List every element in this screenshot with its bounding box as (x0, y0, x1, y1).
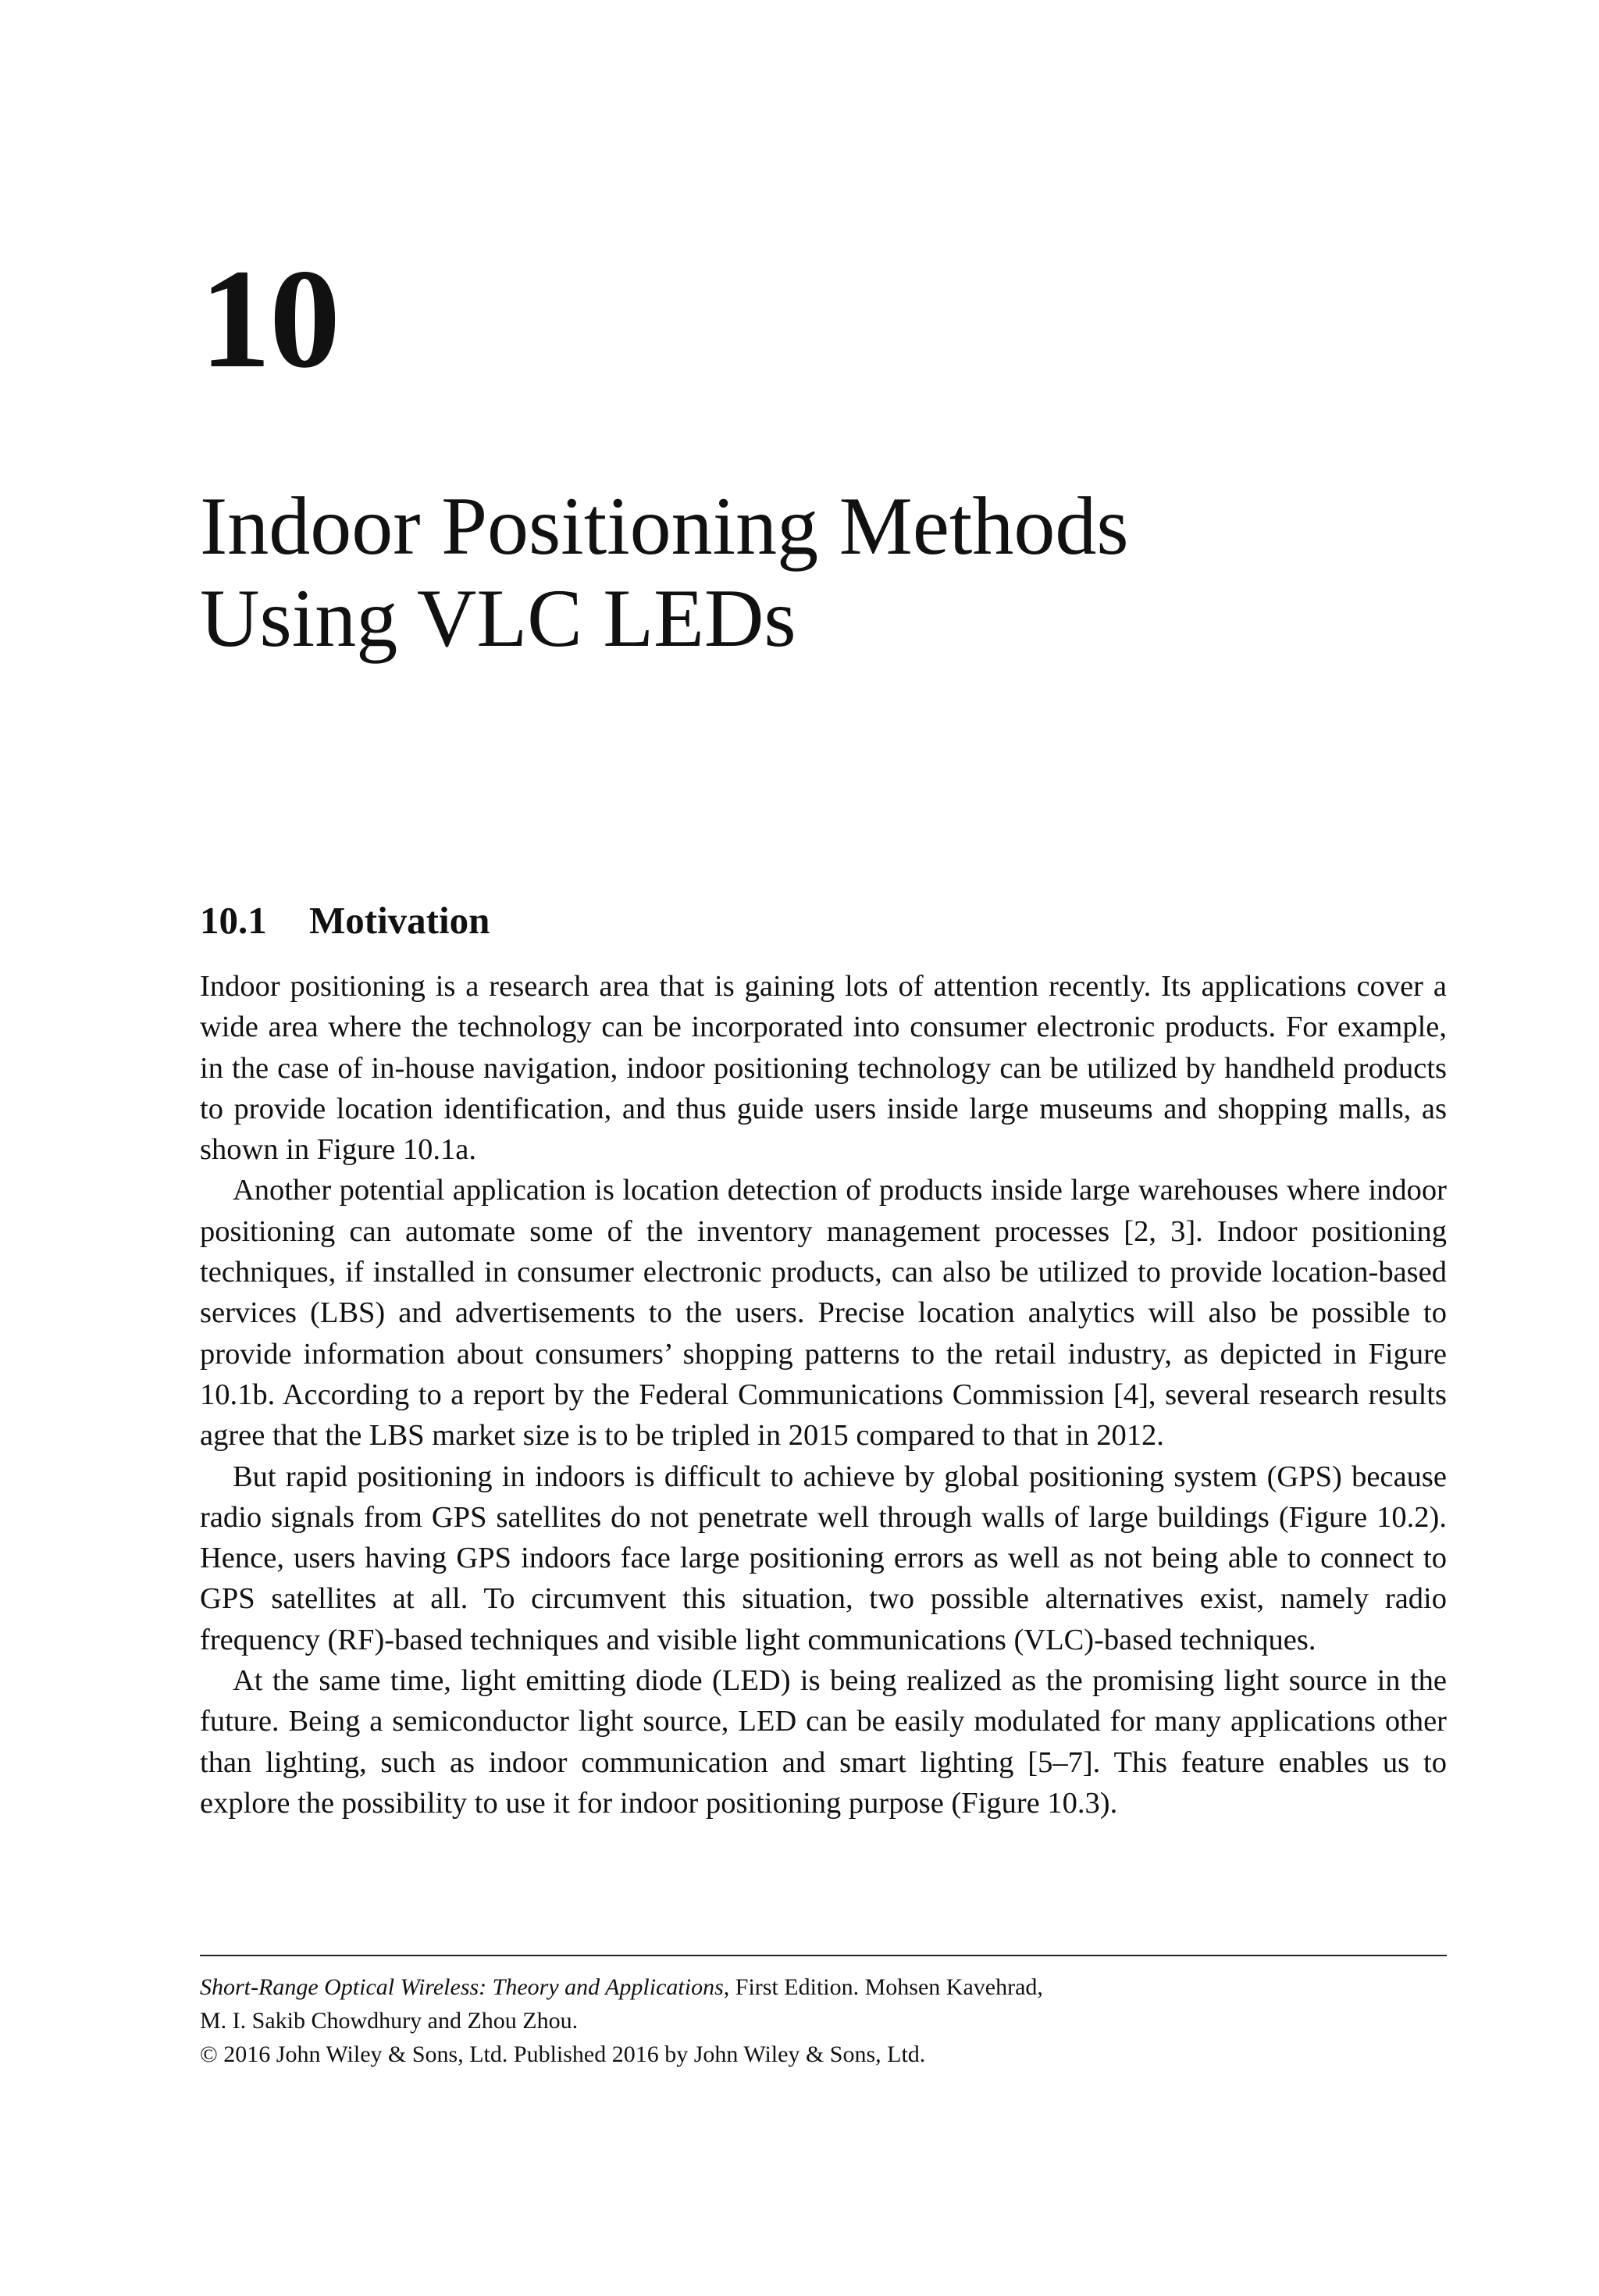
copyright-footnote (200, 1970, 1447, 2071)
footnote-line: M. I. Sakib Chowdhury and Zhou Zhou. (200, 2008, 579, 2034)
paragraph: Another potential application is location detection of products inside large warehouses where indoor positioning can automate some of the inventory management processes [2, 3]. Indoor positioning techniques, if installed in consumer electronic products, can also be utilized to provide location-based services (LBS) and advertisements to the users. Precise location analytics will also be possible to provide information about consumers’ shopping patterns to the retail industry, as depicted in Figure 10.1b. According to a report by the Federal Communications Commission [4], several research results agree that the LBS market size is to be tripled in 2015 compared to that in 2012. (200, 1174, 1447, 1453)
chapter-title-line: Using VLC LEDs (200, 572, 796, 664)
chapter-title-line: Indoor Positioning Methods (200, 480, 1129, 572)
paragraph: Indoor positioning is a research area that is gaining lots of attention recently. Its applications cover a wide area where the technology can be incorporated into consumer electronic products. For example, in the case of in-house navigation, indoor positioning technology can be utilized by handheld products to provide location identification, and thus guide users inside large museums and shopping malls, as shown in Figure 10.1a. (200, 970, 1447, 1167)
paragraph: At the same time, light emitting diode (LED) is being realized as the promising light source in the future. Being a semiconductor light source, LED can be easily modulated for many applications other than lighting, such as indoor communication and smart lighting [5–7]. This feature enables us to explore the possibility to use it for indoor positioning purpose (Figure 10.3). (200, 1664, 1447, 1820)
chapter-title (200, 480, 1449, 665)
footnote-divider (200, 1955, 1447, 1956)
edition-and-authors: , First Edition. Mohsen Kavehrad, (723, 1974, 1043, 2000)
copyright-notice: © 2016 John Wiley & Sons, Ltd. Published 2016 by John Wiley & Sons, Ltd. (200, 2041, 926, 2067)
section-title: Motivation (309, 899, 490, 942)
footnote-line (200, 1970, 1447, 2004)
paragraph: But rapid positioning in indoors is difficult to achieve by global positioning system (GPS) because radio signals from GPS satellites do not penetrate well through walls of large buildings (Figure 10.2). Hence, users having GPS indoors face large positioning errors as well as not being able to connect to GPS satellites at all. To circumvent this situation, two possible alternatives exist, namely radio frequency (RF)-based techniques and visible light communications (VLC)-based techniques. (200, 1460, 1447, 1656)
chapter-number: 10 (200, 241, 339, 398)
section-heading (200, 899, 490, 942)
book-title: Short-Range Optical Wireless: Theory and Applications (200, 1974, 724, 2000)
section-number: 10.1 (200, 899, 267, 942)
body-text (200, 966, 1447, 1824)
